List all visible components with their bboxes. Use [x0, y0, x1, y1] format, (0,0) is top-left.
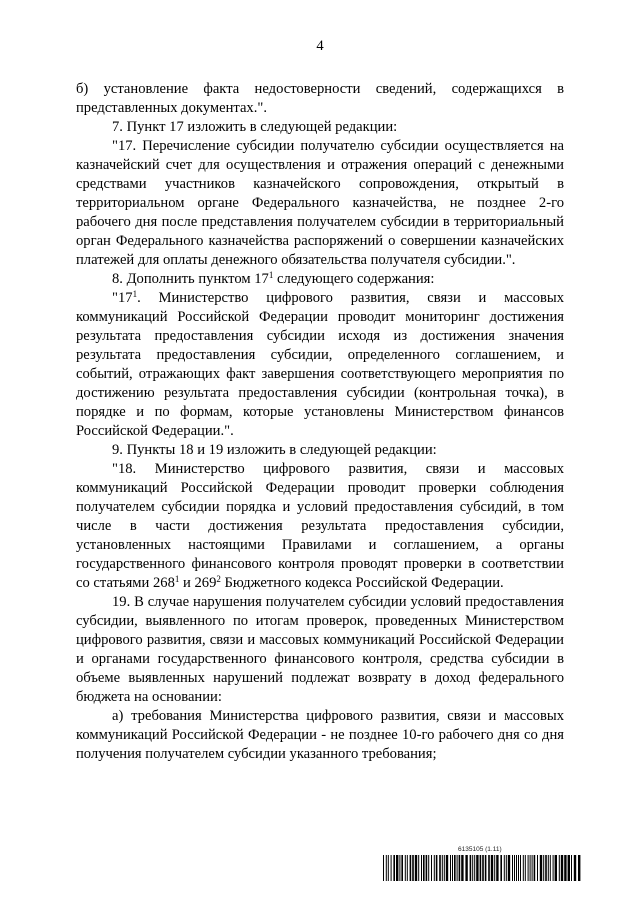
paragraph-item-7: 7. Пункт 17 изложить в следующей редакции:: [112, 119, 398, 135]
text-run: Бюджетного кодекса Российской Федерации.: [220, 575, 504, 591]
paragraph-item-8: [76, 270, 564, 289]
paragraph-19: 19. В случае нарушения получателем субсидии условий предоставления субсидии, выявленного по итогам проверок, проведенных Министерством цифрового развития, связи и массовых коммуникаций Российской Федерации и органами государственного финансового контроля, средства субсидии в объеме выявленных нарушений подлежат возврату в доход федерального бюджета на основании:: [76, 594, 564, 705]
superscript: 2: [216, 574, 221, 584]
superscript: 1: [268, 270, 274, 280]
superscript: 1: [174, 574, 180, 584]
text-run: и 269: [179, 575, 217, 591]
page-number: 4: [316, 38, 324, 54]
paragraph-a: а) требования Министерства цифрового развития, связи и массовых коммуникаций Российской Федерации - не позднее 10-го рабочего дня со дня получения получателем субсидии указанного требования;: [76, 708, 564, 762]
text-run: 8. Дополнить пунктом 17: [112, 271, 269, 287]
document-body: [76, 80, 564, 764]
paragraph-17: "17. Перечисление субсидии получателю субсидии осуществляется на казначейский счет для осуществления и отражения операций с денежными средствами участников казначейского сопровождения, открытый в территориальном органе Федерального казначейства, не позднее 2-го рабочего дня после представления получателем субсидии в территориальный орган Федерального казначейства распоряжений о совершении казначейских платежей для оплаты денежного обязательства получателя субсидии.".: [76, 138, 564, 268]
paragraph-item-9: 9. Пункты 18 и 19 изложить в следующей редакции:: [112, 442, 437, 458]
text-run: "18. Министерство цифрового развития, связи и массовых коммуникаций Российской Федерации проводит проверки соблюдения получателем субсидии порядка и условий предоставления субсидий, в том числе в части достижения результата предоставления субсидии, установленных настоящими Правилами и соглашением, а органы государственного финансового контроля проводят проверки в соответствии со статьями 268: [76, 461, 564, 591]
paragraph-17-1: [76, 289, 564, 441]
text-run: следующего содержания:: [273, 271, 435, 287]
paragraph-18: [76, 460, 564, 593]
barcode: [383, 855, 583, 881]
superscript: 1: [132, 289, 138, 299]
text-run: "17: [112, 290, 133, 306]
text-run: . Министерство цифрового развития, связи и массовых коммуникаций Российской Федерации проводит мониторинг достижения результата предоставления субсидии исходя из достижения значения результата предоставления субсидии, определенного соглашением, и событий, отражающих факт завершения соответствующего мероприятия по достижению результата предоставления субсидии (контрольная точка), в порядке и по формам, которые установлены Министерством финансов Российской Федерации.".: [76, 290, 564, 439]
document-stamp: 6135105 (1.11): [458, 846, 502, 853]
paragraph-b: б) установление факта недостоверности сведений, содержащихся в представленных документах.".: [76, 81, 564, 116]
